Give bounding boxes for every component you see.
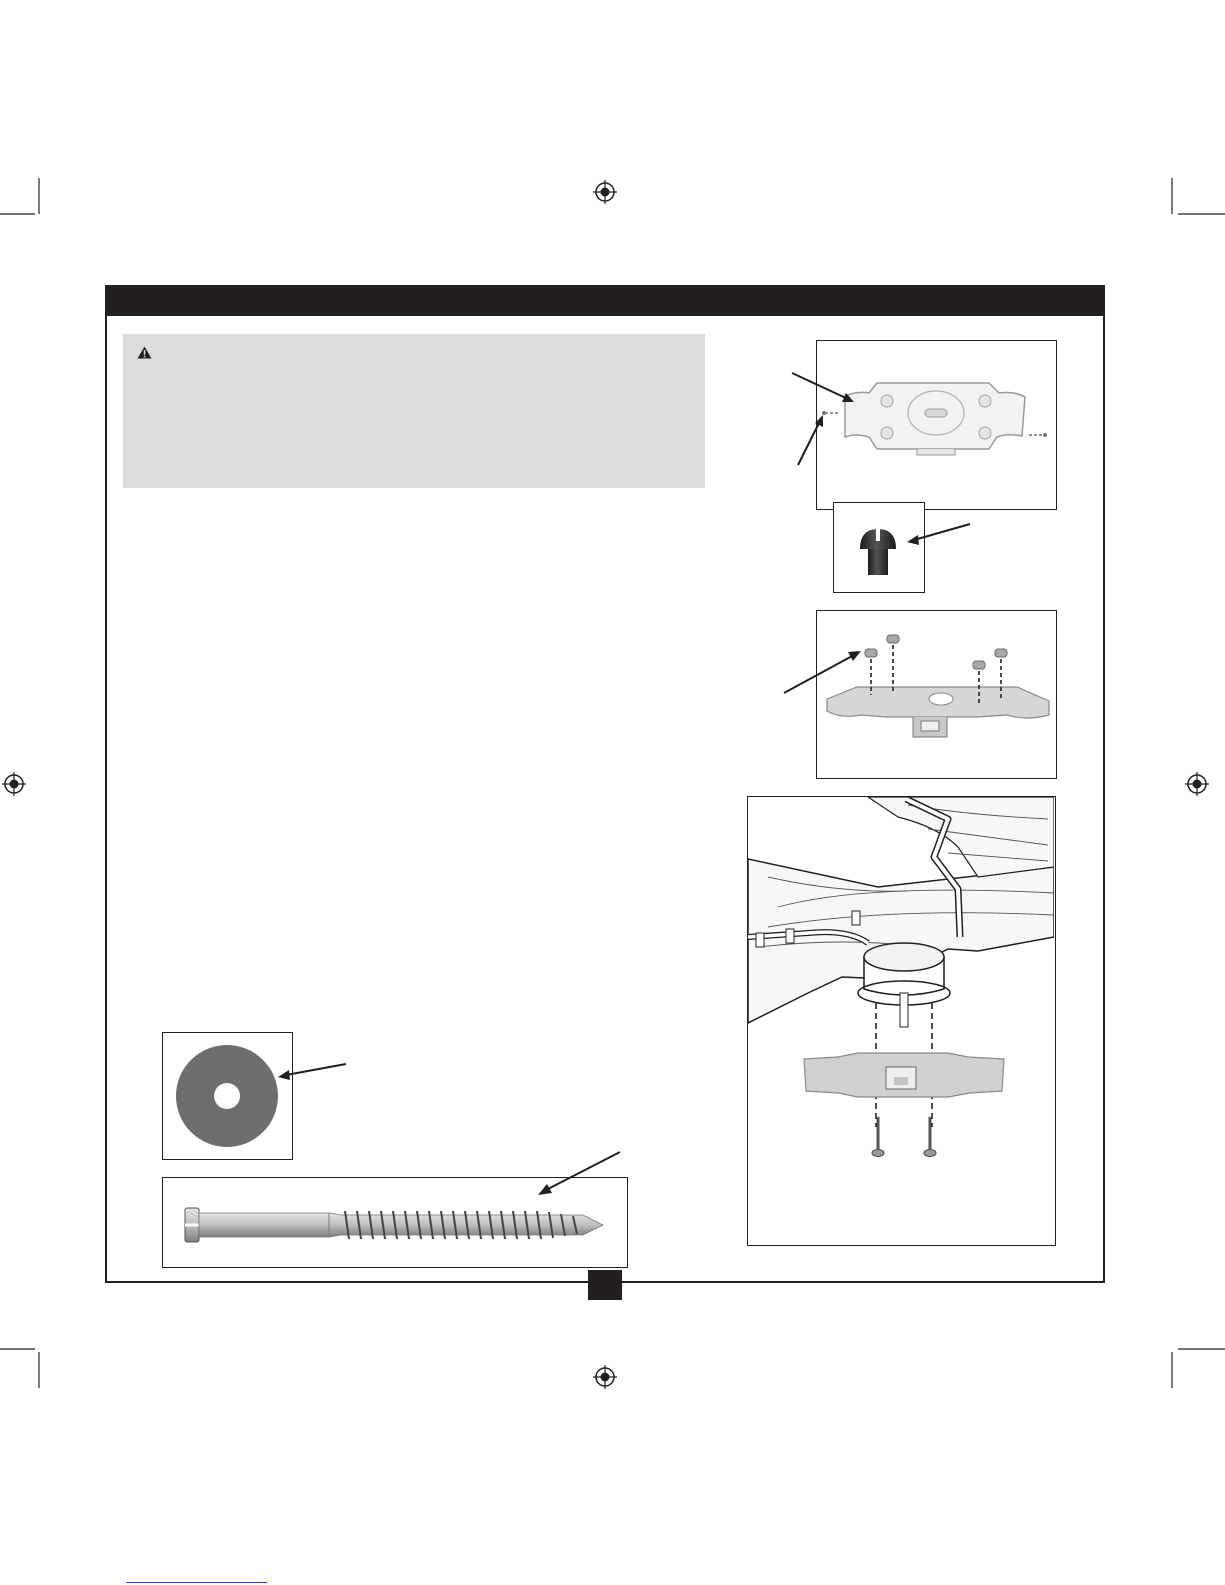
washer-figure <box>162 1032 293 1160</box>
section-header-bar <box>105 285 1105 316</box>
pointer-arrow-icon <box>780 365 860 475</box>
registration-mark-icon <box>1185 772 1209 796</box>
pointer-arrow-icon <box>780 645 870 700</box>
pointer-arrow-icon <box>530 1148 625 1200</box>
ceiling-installation-figure <box>747 796 1056 1246</box>
footer-link-underline <box>126 1582 267 1583</box>
registration-mark-icon <box>593 180 617 204</box>
pointer-arrow-icon <box>270 1060 350 1085</box>
warning-triangle-icon <box>137 346 152 359</box>
page-number-box <box>588 1270 622 1300</box>
registration-mark-icon <box>2 772 26 796</box>
pointer-arrow-icon <box>900 520 975 550</box>
warning-box <box>123 334 705 488</box>
registration-mark-icon <box>593 1365 617 1389</box>
